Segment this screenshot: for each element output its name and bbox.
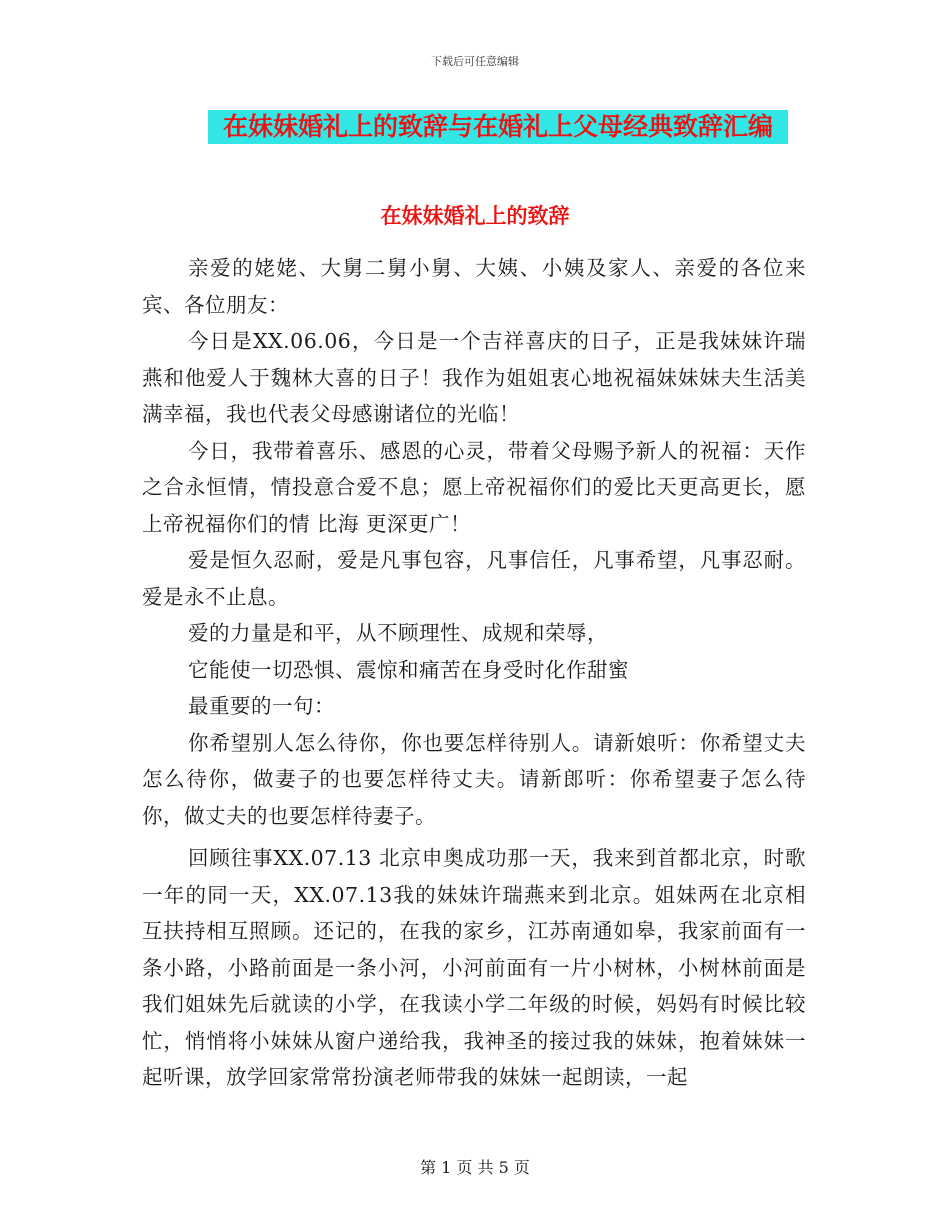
paragraph-blessing: 今日，我带着喜乐、感恩的心灵，带着父母赐予新人的祝福：天作之合永恒情，情投意合爱不息；愿上帝祝福你们的爱比天更高更长，愿上帝祝福你们的情 比海 更深更广！ xyxy=(142,438,806,536)
paragraph-love-power: 爱的力量是和平，从不顾理性、成规和荣辱， xyxy=(188,621,608,645)
paragraph-memories: 回顾往事XX.07.13 北京申奥成功那一天，我来到首都北京，时歌一年的同一天，XX.07.13我的妹妹许瑞燕来到北京。姐妹两在北京相互扶持相互照顾。还记的，在我的家乡，江苏南通如皋，我家前面有一条小路，小路前面是一条小河，小河前面有一片小树林，小树林前面是我们姐妹先后就读的小学，在我读小学二年级的时候，妈妈有时候比较忙，悄悄将小妹妹从窗户递给我，我神圣的接过我的妹妹，抱着妹妹一起听课，放学回家常常扮演老师带我的妹妹一起朗读，一起 xyxy=(142,846,806,1089)
page-number: 第 1 页 共 5 页 xyxy=(420,1158,530,1177)
paragraph-love-sweetness: 它能使一切恐惧、震惊和痛苦在身受时化作甜蜜 xyxy=(188,657,629,682)
paragraph-greeting: 亲爱的姥姥、大舅二舅小舅、大姨、小姨及家人、亲爱的各位来宾、各位朋友： xyxy=(142,256,806,317)
document-body xyxy=(142,250,806,1096)
paragraph-occasion: 今日是XX.06.06，今日是一个吉祥喜庆的日子，正是我妹妹许瑞燕和他爱人于魏林大喜的日子！我作为姐姐衷心地祝福妹妹妹夫生活美满幸福，我也代表父母感谢诸位的光临！ xyxy=(142,329,806,426)
paragraph-love-patience: 爱是恒久忍耐，爱是凡事包容，凡事信任，凡事希望，凡事忍耐。爱是永不止息。 xyxy=(142,548,806,609)
paragraph-most-important: 最重要的一句： xyxy=(188,694,335,718)
paragraph-golden-rule: 你希望别人怎么待你，你也要怎样待别人。请新娘听：你希望丈夫怎么待你，做妻子的也要怎样待丈夫。请新郎听：你希望妻子怎么待你，做丈夫的也要怎样待妻子。 xyxy=(142,730,806,828)
section-title: 在妹妹婚礼上的致辞 xyxy=(380,204,570,228)
header-note: 下载后可任意编辑 xyxy=(431,55,519,68)
document-title-highlight xyxy=(208,110,788,144)
document-title: 在妹妹婚礼上的致辞与在婚礼上父母经典致辞汇编 xyxy=(222,112,773,141)
